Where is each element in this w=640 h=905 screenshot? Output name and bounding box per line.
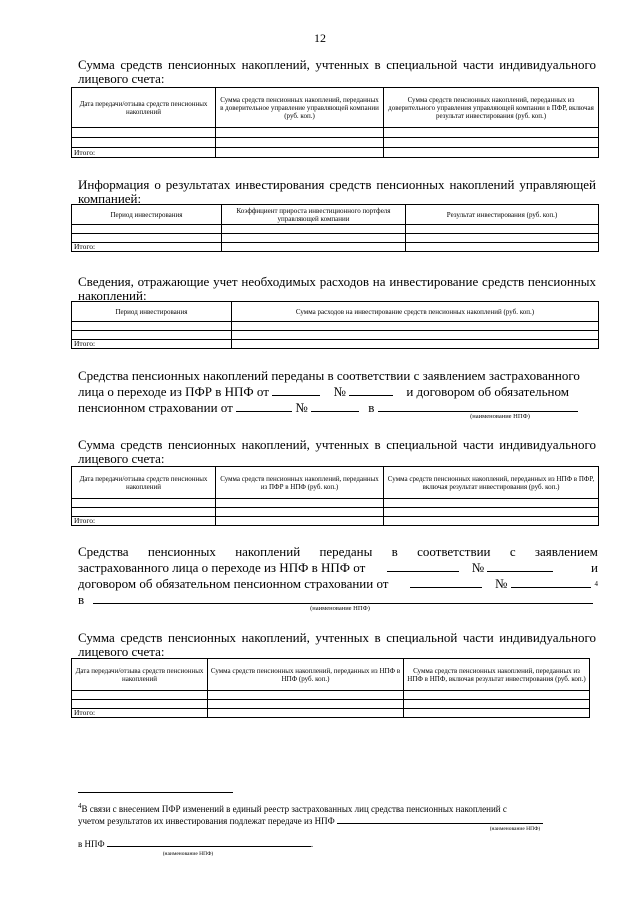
number-field[interactable] <box>487 571 553 572</box>
paragraph-line <box>78 368 598 384</box>
footnote-ref[interactable]: 4 <box>594 580 598 588</box>
section-heading-5: Сумма средств пенсионных накоплений, учтенных в специальной части индивидуального лицевого счета: <box>78 437 596 466</box>
footnote-divider <box>78 792 233 793</box>
table-row <box>72 128 599 138</box>
column-header: Дата передачи/отзыва средств пенсионных накоплений <box>72 659 208 691</box>
section-heading-1: Сумма средств пенсионных накоплений, учтенных в специальной части индивидуального лицевого счета: <box>78 57 596 86</box>
table-total-row <box>72 517 599 526</box>
table-row <box>72 322 599 331</box>
paragraph-text: лица о переходе из ПФР в НПФ от <box>78 384 269 399</box>
total-label: Итого: <box>72 340 232 349</box>
date-field[interactable] <box>236 411 292 412</box>
paragraph-text: заявлением <box>534 544 598 559</box>
table-row <box>72 234 599 243</box>
table-header-row <box>72 659 590 691</box>
section-heading-7: Сумма средств пенсионных накоплений, учтенных в специальной части индивидуального лицевого счета: <box>78 630 596 659</box>
table-total-row <box>72 243 599 252</box>
number-sign: № <box>494 576 508 591</box>
column-header: Результат инвестирования (руб. коп.) <box>406 205 599 225</box>
section-heading-3: Сведения, отражающие учет необходимых расходов на инвестирование средств пенсионных накоплений: <box>78 274 596 303</box>
column-header: Сумма средств пенсионных накоплений, переданных из доверительного управления управляющей компании в ПФР, включая результат инвестирования (руб. коп.) <box>384 88 599 128</box>
date-field[interactable] <box>272 395 320 396</box>
table-7 <box>71 658 590 718</box>
column-header: Сумма средств пенсионных накоплений, переданных из НПФ в НПФ (руб. коп.) <box>208 659 404 691</box>
table-3 <box>71 301 599 349</box>
footnote-line <box>78 838 313 850</box>
number-sign: № <box>333 384 346 399</box>
paragraph-text: соответствии <box>417 544 491 559</box>
table-row <box>72 225 599 234</box>
section-heading-2: Информация о результатах инвестирования средств пенсионных накоплений управляющей компанией: <box>78 177 596 206</box>
total-label: Итого: <box>72 243 222 252</box>
number-field[interactable] <box>311 411 359 412</box>
footnote-text: учетом результатов их инвестирования подлежат передаче из НПФ <box>78 816 335 826</box>
table-5 <box>71 466 599 526</box>
table-total-row <box>72 340 599 349</box>
table-row <box>72 691 590 700</box>
table-header-row <box>72 88 599 128</box>
column-header: Коэффициент прироста инвестиционного портфеля управляющей компании <box>222 205 406 225</box>
table-row <box>72 499 599 508</box>
column-header: Сумма средств пенсионных накоплений, переданных из НПФ в ПФР, включая результат инвестирования (руб. коп.) <box>384 467 599 499</box>
table-header-row <box>72 467 599 499</box>
field-caption: (наименование НПФ) <box>162 851 214 857</box>
footnote-text: в НПФ <box>78 839 105 849</box>
total-label: Итого: <box>72 517 216 526</box>
table-header-row <box>72 205 599 225</box>
date-field[interactable] <box>410 587 482 588</box>
table-row <box>72 700 590 709</box>
table-row <box>72 138 599 148</box>
column-header: Сумма расходов на инвестирование средств пенсионных накоплений (руб. коп.) <box>232 302 599 322</box>
paragraph-text: застрахованного лица о переходе из НПФ в НПФ от <box>78 560 366 575</box>
field-caption: (наименование НПФ) <box>489 826 541 832</box>
number-field[interactable] <box>349 395 393 396</box>
number-sign: № <box>295 400 308 415</box>
paragraph-text: накоплений <box>235 544 301 559</box>
paragraph-text: Средства <box>78 544 129 559</box>
column-header: Период инвестирования <box>72 302 232 322</box>
number-field[interactable] <box>511 587 591 588</box>
paragraph-text: с <box>509 544 516 559</box>
paragraph-text: пенсионных <box>147 544 216 559</box>
table-row <box>72 508 599 517</box>
table-1 <box>71 87 599 158</box>
footnote-line <box>78 800 600 815</box>
column-header: Сумма средств пенсионных накоплений, переданных в доверительное управление управляющей компании (руб. коп.) <box>216 88 384 128</box>
npf-name-field[interactable] <box>337 823 543 824</box>
table-row <box>72 331 599 340</box>
npf-name-field[interactable] <box>378 411 578 412</box>
footnote-text: В связи с внесением ПФР изменений в единый реестр застрахованных лиц средства пенсионных накоплений с <box>81 804 507 814</box>
table-header-row <box>72 302 599 322</box>
paragraph-line <box>78 576 598 592</box>
field-caption: (наименование НПФ) <box>470 413 530 420</box>
column-header: Сумма средств пенсионных накоплений, переданных из НПФ в НПФ, включая результат инвестирования (руб. коп.) <box>404 659 590 691</box>
column-header: Дата передачи/отзыва средств пенсионных накоплений <box>72 467 216 499</box>
paragraph-text: и <box>591 560 598 575</box>
transfer-paragraph-1 <box>78 368 598 416</box>
paragraph-text: договором об обязательном пенсионном страховании от <box>78 576 389 591</box>
column-header: Сумма средств пенсионных накоплений, переданных из ПФР в НПФ (руб. коп.) <box>216 467 384 499</box>
total-label: Итого: <box>72 709 208 718</box>
paragraph-line <box>78 560 598 576</box>
table-total-row <box>72 709 590 718</box>
paragraph-text: в <box>368 400 375 415</box>
field-caption: (наименование НПФ) <box>310 605 370 612</box>
paragraph-line <box>78 544 598 560</box>
column-header: Дата передачи/отзыва средств пенсионных накоплений <box>72 88 216 128</box>
paragraph-text: в <box>78 592 85 607</box>
footnote-text: . <box>310 839 314 849</box>
paragraph-line <box>78 384 598 400</box>
paragraph-text: переданы <box>319 544 373 559</box>
paragraph-text: пенсионном страховании от <box>78 400 233 415</box>
paragraph-text: и договором об обязательном <box>406 384 569 399</box>
table-total-row <box>72 148 599 158</box>
total-label: Итого: <box>72 148 216 158</box>
paragraph-text: Средства пенсионных накоплений переданы в соответствии с заявлением застрахованного <box>78 368 580 383</box>
column-header: Период инвестирования <box>72 205 222 225</box>
page-number: 12 <box>314 31 326 45</box>
npf-name-field[interactable] <box>93 603 593 604</box>
number-sign: № <box>471 560 485 575</box>
paragraph-text: в <box>391 544 398 559</box>
npf-name-field[interactable] <box>107 846 311 847</box>
footnote <box>78 800 600 827</box>
date-field[interactable] <box>387 571 459 572</box>
footnote-mark: 4 <box>78 802 82 810</box>
table-2 <box>71 204 599 252</box>
